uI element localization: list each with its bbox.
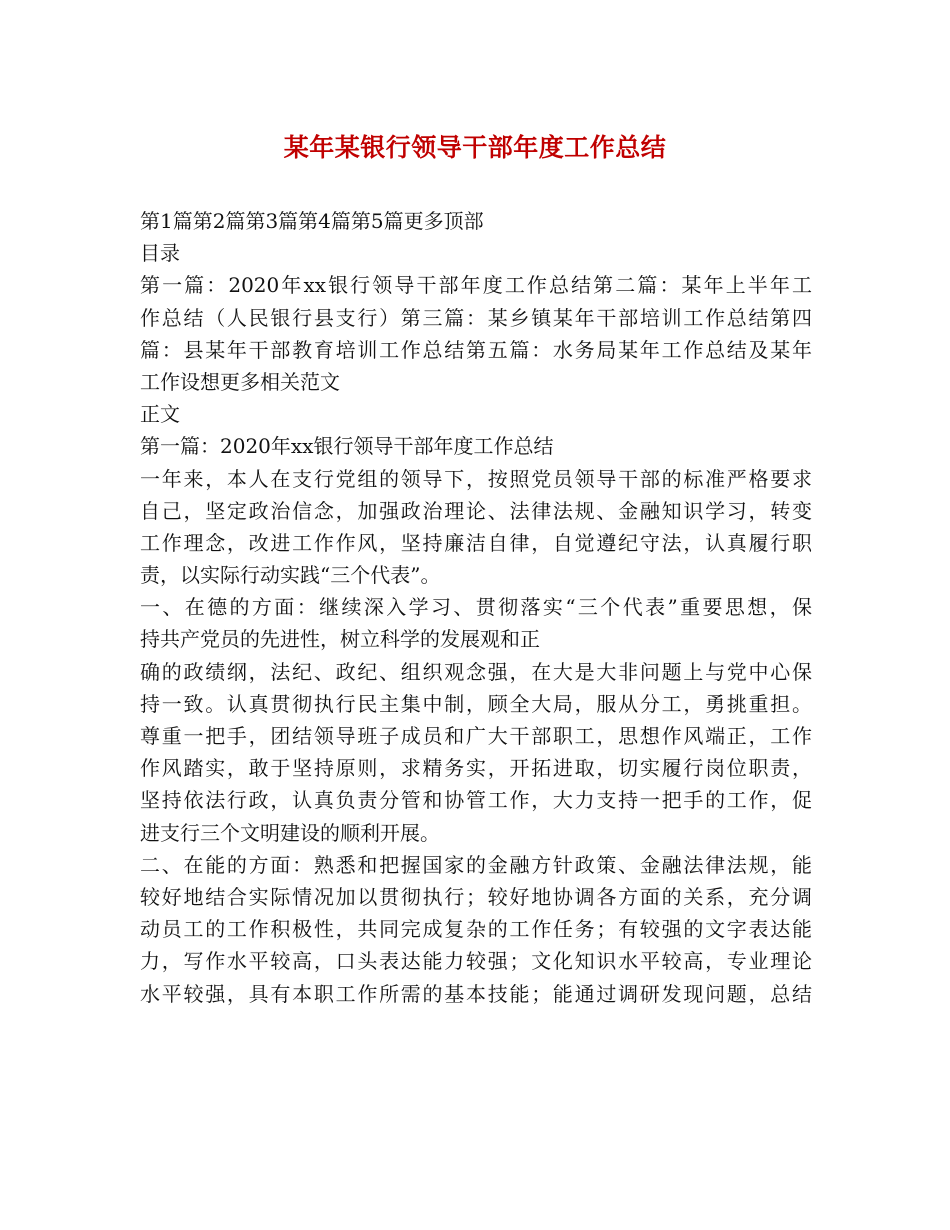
paragraph-line: 持共产党员的先进性，树立科学的发展观和正 [140,627,540,652]
paragraph-line: 一、在德的方面：继续深入学习、贯彻落实“三个代表”重要思想，保 [140,595,812,620]
toc-line: 篇：县某年干部教育培训工作总结第五篇：水务局某年工作总结及某年 [140,337,812,362]
paragraph-line: 作风踏实，敢于坚持原则，求精务实，开拓进取，切实履行岗位职责， [140,756,812,781]
document-title: 某年某银行领导干部年度工作总结 [283,133,667,162]
body-heading: 正文 [140,402,180,427]
paragraph-line: 二、在能的方面：熟悉和把握国家的金融方针政策、金融法律法规，能 [140,852,812,877]
toc-line: 作总结（人民银行县支行）第三篇：某乡镇某年干部培训工作总结第四 [140,305,812,330]
document-body [140,205,812,1010]
toc-line: 第一篇：2020年xx银行领导干部年度工作总结第二篇：某年上半年工 [140,273,812,298]
paragraph-line: 坚持依法行政，认真负责分管和协管工作，大力支持一把手的工作，促 [140,788,812,813]
paragraph-line: 一年来，本人在支行党组的领导下，按照党员领导干部的标准严格要求 [140,466,812,491]
paragraph-line: 动员工的工作积极性，共同完成复杂的工作任务；有较强的文字表达能 [140,917,812,942]
section-heading: 第一篇：2020年xx银行领导干部年度工作总结 [140,434,554,459]
paragraph-line: 水平较强，具有本职工作所需的基本技能；能通过调研发现问题，总结 [140,981,812,1006]
paragraph-line: 进支行三个文明建设的顺利开展。 [140,820,440,845]
toc-heading: 目录 [140,241,180,266]
paragraph-line: 持一致。认真贯彻执行民主集中制，顾全大局，服从分工，勇挑重担。 [140,691,812,716]
chapter-nav-line: 第1篇第2篇第3篇第4篇第5篇更多顶部 [140,209,484,233]
paragraph-line: 责，以实际行动实践“三个代表”。 [140,563,441,588]
paragraph-line: 力，写作水平较高，口头表达能力较强；文化知识水平较高，专业理论 [140,949,812,974]
paragraph-line: 较好地结合实际情况加以贯彻执行；较好地协调各方面的关系，充分调 [140,884,812,909]
paragraph-line: 自己，坚定政治信念，加强政治理论、法律法规、金融知识学习，转变 [140,498,812,523]
paragraph-line: 尊重一把手，团结领导班子成员和广大干部职工，思想作风端正，工作 [140,724,812,748]
paragraph-line: 工作理念，改进工作作风，坚持廉洁自律，自觉遵纪守法，认真履行职 [140,530,812,555]
toc-line: 工作设想更多相关范文 [140,369,340,394]
paragraph-line: 确的政绩纲，法纪、政纪、组织观念强，在大是大非问题上与党中心保 [140,659,812,684]
